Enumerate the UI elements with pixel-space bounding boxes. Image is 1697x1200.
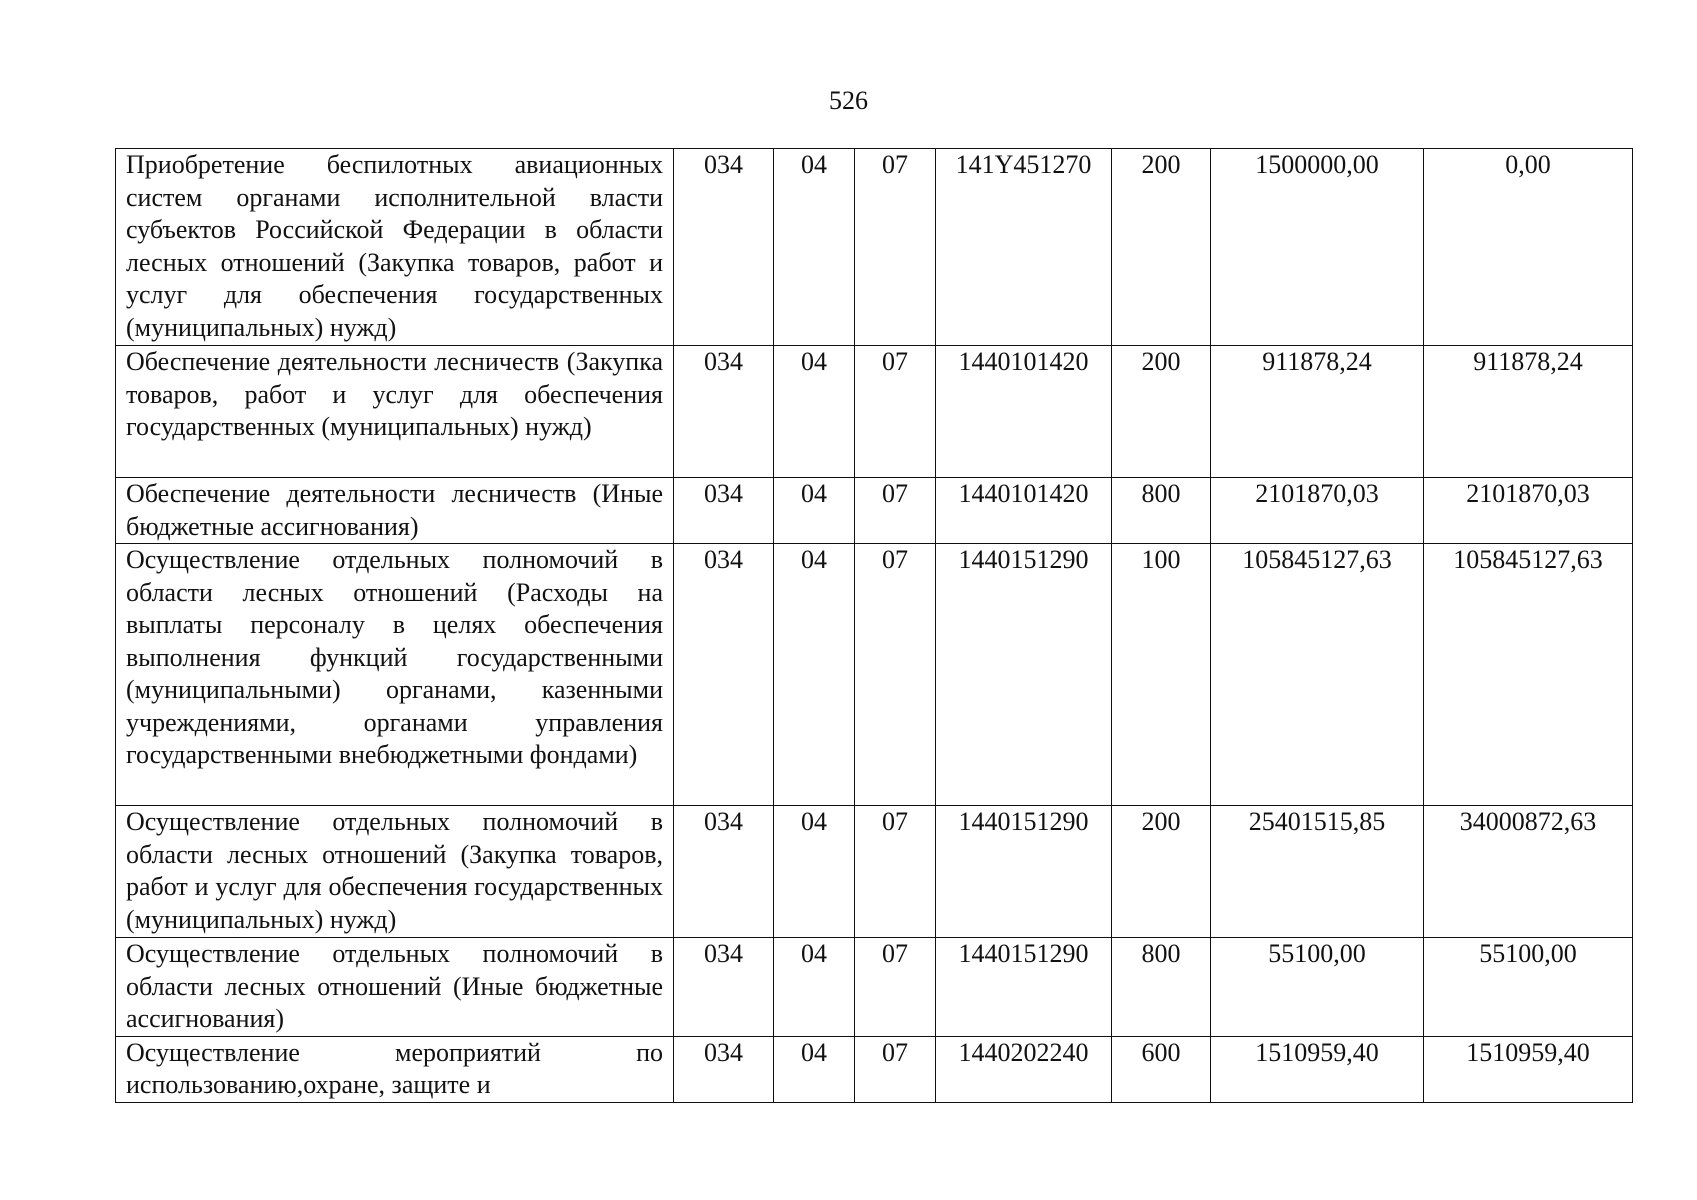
target-article-code: 1440101420 — [936, 346, 1112, 478]
amount-first: 105845127,63 — [1211, 544, 1424, 806]
subsection-code: 07 — [855, 544, 936, 806]
subsection-code: 07 — [855, 1036, 936, 1102]
row-description: Обеспечение деятельности лесничеств (Иные бюджетные ассигнования) — [116, 478, 674, 544]
section-code: 04 — [774, 346, 855, 478]
amount-first: 1510959,40 — [1211, 1036, 1424, 1102]
expense-type-code: 200 — [1112, 806, 1211, 938]
target-article-code: 1440151290 — [936, 806, 1112, 938]
target-article-code: 1440151290 — [936, 544, 1112, 806]
ministry-code: 034 — [674, 1036, 774, 1102]
amount-second: 34000872,63 — [1424, 806, 1633, 938]
table-row — [116, 478, 1633, 544]
amount-first: 2101870,03 — [1211, 478, 1424, 544]
expense-type-code: 800 — [1112, 478, 1211, 544]
row-description — [116, 1036, 674, 1102]
target-article-code: 1440101420 — [936, 478, 1112, 544]
amount-first: 55100,00 — [1211, 938, 1424, 1037]
subsection-code: 07 — [855, 806, 936, 938]
section-code: 04 — [774, 478, 855, 544]
ministry-code: 034 — [674, 938, 774, 1037]
row-description: Осуществление отдельных полномочий в области лесных отношений (Иные бюджетные ассигнования) — [116, 938, 674, 1037]
target-article-code: 1440151290 — [936, 938, 1112, 1037]
expense-type-code: 600 — [1112, 1036, 1211, 1102]
section-code: 04 — [774, 806, 855, 938]
table-row — [116, 806, 1633, 938]
table-row — [116, 938, 1633, 1037]
row-description: Осуществление отдельных полномочий в области лесных отношений (Расходы на выплаты персоналу в целях обеспечения выполнения функций государственными (муниципальными) органами, казенными учреждениями, органами управления государственными внебюджетными фондами) — [116, 544, 674, 806]
subsection-code: 07 — [855, 346, 936, 478]
expense-type-code: 800 — [1112, 938, 1211, 1037]
section-code: 04 — [774, 1036, 855, 1102]
ministry-code: 034 — [674, 346, 774, 478]
amount-second: 55100,00 — [1424, 938, 1633, 1037]
amount-second: 105845127,63 — [1424, 544, 1633, 806]
row-description: Приобретение беспилотных авиационных систем органами исполнительной власти субъектов Российской Федерации в области лесных отношений (Закупка товаров, работ и услуг для обеспечения государственных (муниципальных) нужд) — [116, 149, 674, 346]
table-row — [116, 1036, 1633, 1102]
row-description: Осуществление отдельных полномочий в области лесных отношений (Закупка товаров, работ и услуг для обеспечения государственных (муниципальных) нужд) — [116, 806, 674, 938]
subsection-code: 07 — [855, 149, 936, 346]
ministry-code: 034 — [674, 806, 774, 938]
row-description-text: Осуществление мероприятий по использованию,охране, защите и — [126, 1037, 663, 1099]
amount-second: 911878,24 — [1424, 346, 1633, 478]
amount-second: 1510959,40 — [1424, 1036, 1633, 1102]
expense-type-code: 200 — [1112, 149, 1211, 346]
target-article-code: 141Y451270 — [936, 149, 1112, 346]
amount-second: 0,00 — [1424, 149, 1633, 346]
table-row — [116, 346, 1633, 478]
ministry-code: 034 — [674, 544, 774, 806]
section-code: 04 — [774, 149, 855, 346]
target-article-code: 1440202240 — [936, 1036, 1112, 1102]
row-description: Обеспечение деятельности лесничеств (Закупка товаров, работ и услуг для обеспечения государственных (муниципальных) нужд) — [116, 346, 674, 478]
budget-table — [115, 148, 1633, 1103]
table-row — [116, 544, 1633, 806]
subsection-code: 07 — [855, 478, 936, 544]
amount-first: 1500000,00 — [1211, 149, 1424, 346]
amount-second: 2101870,03 — [1424, 478, 1633, 544]
table-row — [116, 149, 1633, 346]
section-code: 04 — [774, 938, 855, 1037]
section-code: 04 — [774, 544, 855, 806]
ministry-code: 034 — [674, 149, 774, 346]
expense-type-code: 100 — [1112, 544, 1211, 806]
ministry-code: 034 — [674, 478, 774, 544]
page-number: 526 — [829, 86, 868, 115]
subsection-code: 07 — [855, 938, 936, 1037]
amount-first: 911878,24 — [1211, 346, 1424, 478]
expense-type-code: 200 — [1112, 346, 1211, 478]
amount-first: 25401515,85 — [1211, 806, 1424, 938]
